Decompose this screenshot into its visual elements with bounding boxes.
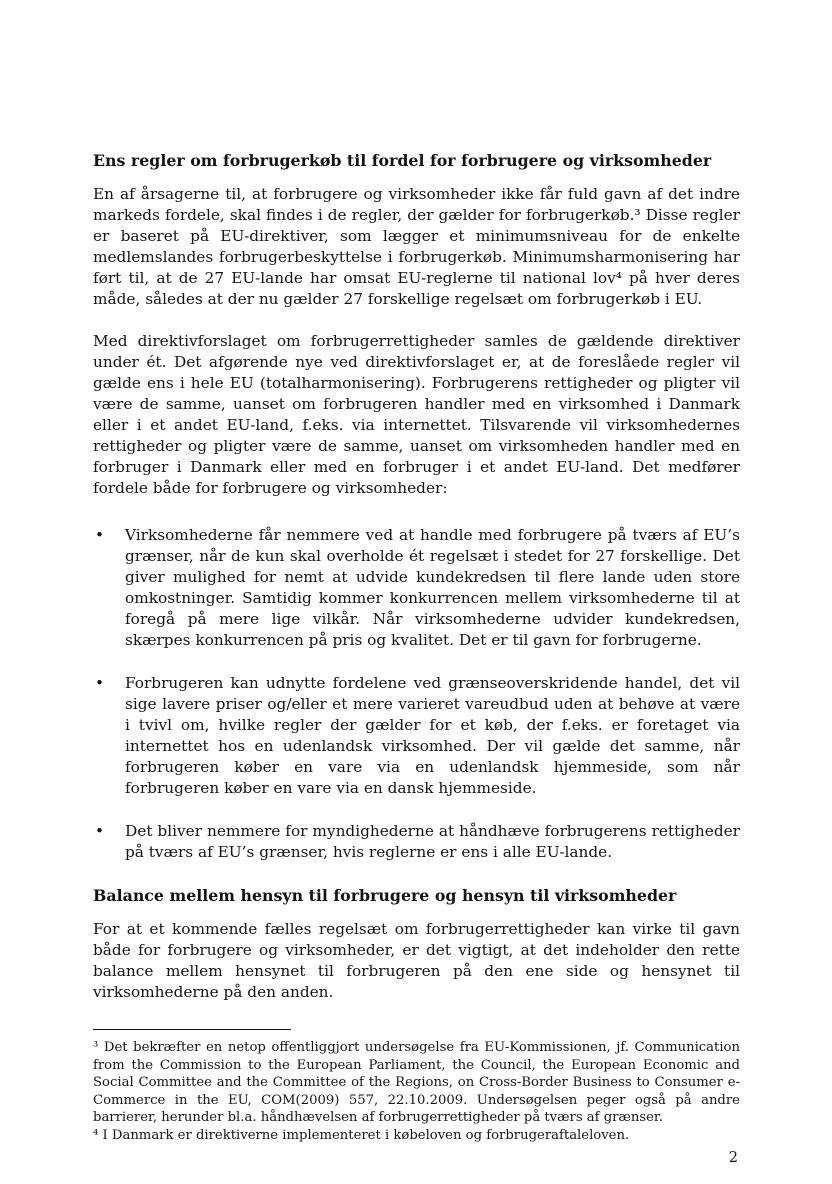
list-item — [93, 821, 740, 863]
paragraph-1: En af årsagerne til, at forbrugere og virksomheder ikke får fuld gavn af det indre markeds fordele, skal findes i de regler, der gælder for forbrugerkøb.³ Disse regler er baseret på EU-direktiver, som lægger et minimumsniveau for de enkelte medlemslandes forbrugerbeskyttelse i forbrugerkøb. Minimumsharmonisering har ført til, at de 27 EU-lande har omsat EU-reglerne til national lov⁴ på hver deres måde, således at der nu gælder 27 forskellige regelsæt om forbrugerkøb i EU. — [93, 185, 740, 308]
footnote-4: ⁴ I Danmark er direktiverne implementeret i købeloven og forbrugeraftaleloven. — [93, 1127, 630, 1143]
bullet-list — [93, 525, 740, 863]
section-heading-balance: Balance mellem hensyn til forbrugere og hensyn til virksomheder — [93, 886, 677, 905]
section-heading-ens-regler: Ens regler om forbrugerkøb til fordel for forbrugere og virksomheder — [93, 151, 712, 170]
list-item — [93, 673, 740, 799]
footnote-divider — [93, 1029, 291, 1030]
paragraph-3: For at et kommende fælles regelsæt om forbrugerrettigheder kan virke til gavn både for forbrugere og virksomheder, er det vigtigt, at det indeholder den rette balance mellem hensynet til forbrugeren på den ene side og hensynet til virksomhederne på den anden. — [93, 920, 740, 1001]
bullet-text: Det bliver nemmere for myndighederne at håndhæve forbrugerens rettigheder på tværs af EU’s grænser, hvis reglerne er ens i alle EU-lande. — [125, 822, 740, 861]
bullet-icon: • — [95, 822, 105, 840]
page-number: 2 — [728, 1150, 738, 1166]
footnotes-section — [93, 1039, 740, 1144]
list-item — [93, 525, 740, 651]
bullet-text: Virksomhederne får nemmere ved at handle med forbrugere på tværs af EU’s grænser, når de kun skal overholde ét regelsæt i stedet for 27 forskellige. Det giver mulighed for nemt at udvide kundekredsen til flere lande uden store omkostninger. Samtidig kommer konkurrencen mellem virksomhederne til at foregå på mere lige vilkår. Når virksomhederne udvider kundekredsen, skærpes konkurrencen på pris og kvalitet. Det er til gavn for forbrugerne. — [125, 526, 740, 649]
paragraph-2: Med direktivforslaget om forbrugerrettigheder samles de gældende direktiver under ét. Det afgørende nye ved direktivforslaget er, at de foreslåede regler vil gælde ens i hele EU (totalharmonisering). Forbrugerens rettigheder og pligter vil være de samme, uanset om forbrugeren handler med en virksomhed i Danmark eller i et andet EU-land, f.eks. via internettet. Tilsvarende vil virksomhedernes rettigheder og pligter være de samme, uanset om virksomheden handler med en forbruger i Danmark eller med en forbruger i et andet EU-land. Det medfører fordele både for forbrugere og virksomheder: — [93, 332, 740, 497]
bullet-text: Forbrugeren kan udnytte fordelene ved grænseoverskridende handel, det vil sige lavere priser og/eller et mere varieret vareudbud uden at behøve at være i tvivl om, hvilke regler der gælder for et køb, der f.eks. er foretaget via internettet hos en udenlandsk virksomhed. Der vil gælde det samme, når forbrugeren køber en vare via en udenlandsk hjemmeside, som når forbrugeren køber en vare via en dansk hjemmeside. — [125, 674, 740, 797]
bullet-icon: • — [95, 674, 105, 692]
footnote-3: ³ Det bekræfter en netop offentliggjort undersøgelse fra EU-Kommissionen, jf. Communication from the Commission to the European Parliament, the Council, the European Economic and Social Committee and the Committee of the Regions, on Cross-Border Business to Consumer e-Commerce in the EU, COM(2009) 557, 22.10.2009. Undersøgelsen peger også på andre barrierer, herunder bl.a. håndhævelsen af forbrugerrettigheder på tværs af grænser. — [93, 1040, 740, 1125]
bullet-icon: • — [95, 526, 105, 544]
